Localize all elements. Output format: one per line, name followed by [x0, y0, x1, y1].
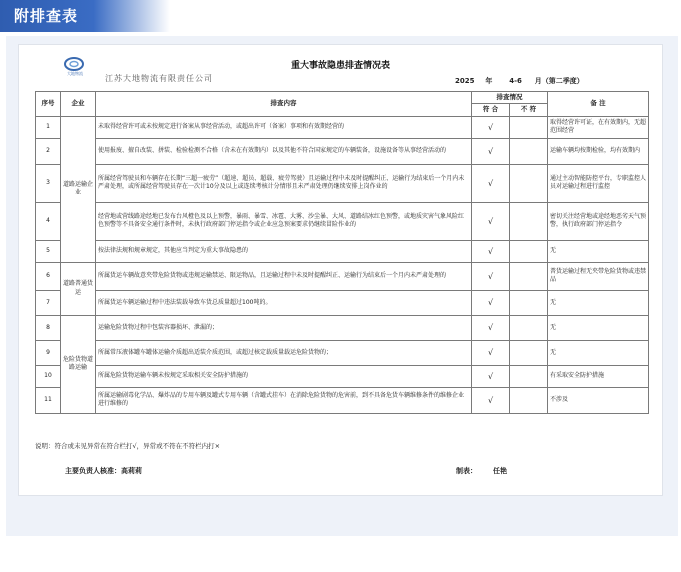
table-row: 1 道路运输企业 未取得经营许可或未按规定进行备案从事经营活动，或超出许可（备案）事项和有效期经营的 √ 取得经营许可证，在有效期内，无超范围经营 — [36, 116, 649, 138]
date-line — [455, 76, 584, 86]
section-tag — [0, 0, 170, 32]
header-content: 排查内容 — [96, 92, 472, 117]
table-row: 3 所属经营驾驶员和车辆存在长期“三超一疲劳”（超速、超员、超载、疲劳驾驶）且运输过程中未及时提醒纠正、运输行为结束后一个月内未严肃处理，或所属经营驾驶员存在一次计10分及以上或连续考核计分情形且未严肃处理仍继续安排上岗作业的 √ 通过主动智能防控平台，专职监控人员对运输过程进行监控 — [36, 164, 649, 202]
table-row: 11 所属运输剧毒化学品、爆炸品的专用车辆及罐式专用车辆（含罐式挂车）在消除危险货物的危害前，到不具备危货车辆维修条件的维修企业进行维修的 √ 不涉及 — [36, 387, 649, 413]
logo-text: 大地物流 — [67, 71, 83, 76]
table-row: 8 危险货物道路运输 运输危险货物过程中包装容器损坏、泄漏的； √ 无 — [36, 315, 649, 340]
group-dangerous-goods: 危险货物道路运输 — [61, 315, 96, 413]
year-value: 2025 — [455, 77, 475, 85]
leader-approval — [65, 466, 142, 476]
leader-name: 高莉莉 — [121, 467, 142, 475]
table-row: 6 道路普通货运 所属货运车辆故意夹带危险货物或违规运输禁运、限运物品，且运输过程中未及时提醒纠正、运输行为结束后一个月内未严肃处理的 √ 普货运输过程无夹带危险货物或违禁品 — [36, 262, 649, 290]
header-no: 序号 — [36, 92, 61, 117]
section-tag-label: 附排查表 — [14, 7, 79, 25]
table-row: 5 按法律法规和规章规定，其他应当判定为重大事故隐患的 √ 无 — [36, 240, 649, 262]
document-sheet — [18, 44, 663, 496]
group-road-transport: 道路运输企业 — [61, 116, 96, 262]
header-nonconform: 不 符 — [510, 104, 548, 116]
document-title: 重大事故隐患排查情况表 — [290, 61, 390, 71]
month-unit: 月（第二季度） — [534, 77, 584, 85]
table-row: 2 使用报废、擅自改装、拼装、检验检测不合格（含未在有效期内）以及其他不符合国家规定的车辆装备，设施设备等从事经营活动的 √ 运输车辆均按期检验，均有效期内 — [36, 138, 649, 164]
maker-label: 制表： — [456, 467, 477, 475]
header-status: 排查情况 — [472, 92, 548, 104]
header-remark: 备 注 — [548, 92, 649, 117]
table-maker — [456, 466, 507, 476]
maker-name: 任艳 — [493, 467, 507, 475]
leader-label: 主要负责人核准： — [65, 467, 121, 475]
header-conform: 符 合 — [472, 104, 510, 116]
table-row: 10 所属危险货物运输车辆未按规定采取相关安全防护措施的 √ 有采取安全防护措施 — [36, 365, 649, 387]
inspection-table — [35, 91, 649, 414]
year-unit: 年 — [485, 77, 493, 85]
table-row: 7 所属货运车辆运输过程中违法装载导致车货总质量超过100吨的。 √ 无 — [36, 290, 649, 315]
header-enterprise: 企业 — [61, 92, 96, 117]
company-name: 江苏大地物流有限责任公司 — [105, 74, 213, 83]
months-value: 4-6 — [509, 77, 522, 85]
explanation-note: 说明：符合或未见异常在符合栏打√，异常或不符在不符栏内打× — [35, 442, 221, 450]
table-row: 4 经营地或营线路途经地已发布台风橙色及以上预警，暴雨、暴雪、冰雹、大雾、沙尘暴、大风、道路结冰红色预警，或地质灾害气象风险红色预警等不具备安全通行条件时，未执行政府部门停运指令或企业应急预案要求仍继续冒险作业的 √ 密切关注经营地或途经地恶劣天气预警，执行政府部门停运指令 — [36, 202, 649, 240]
table-row: 9 所属常压液体罐车罐体运输介质超出适装介质范围，或超过核定载质量载运危险货物的； √ 无 — [36, 340, 649, 365]
group-general-freight: 道路普通货运 — [61, 262, 96, 315]
